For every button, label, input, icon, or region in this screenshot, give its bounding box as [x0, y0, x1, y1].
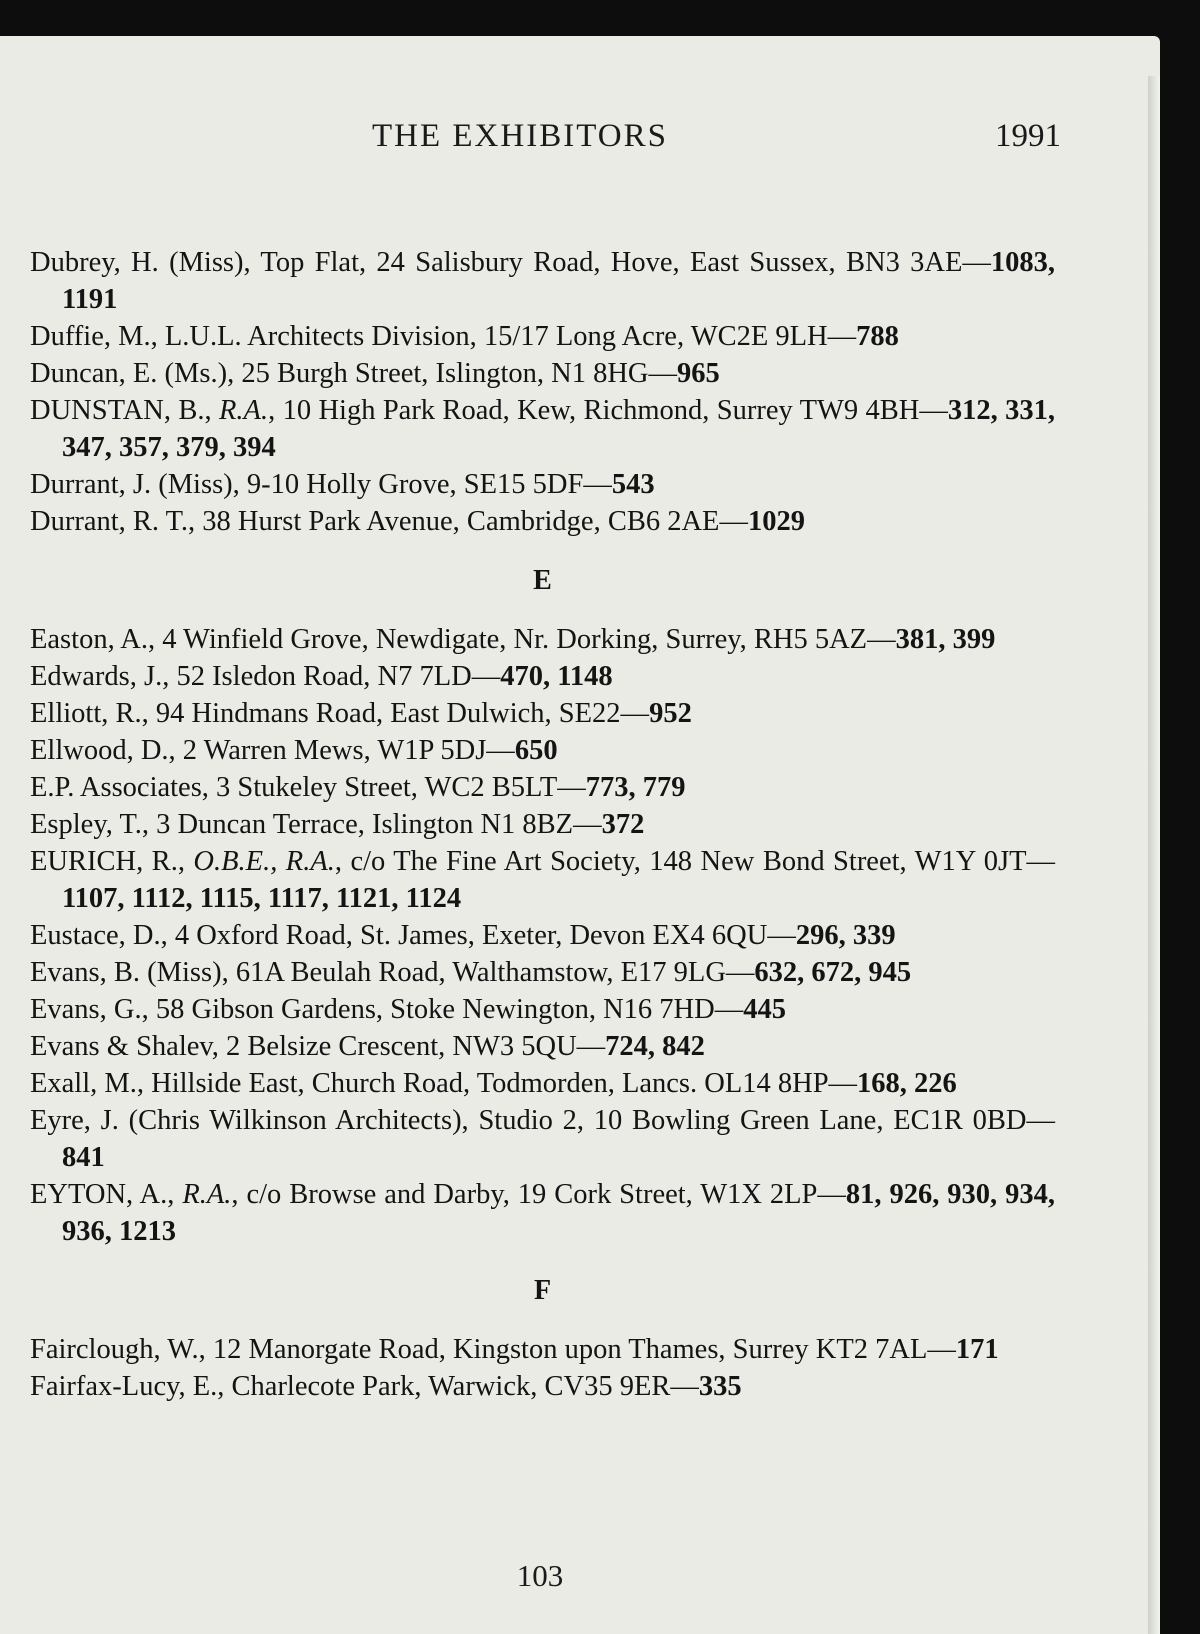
entry-catalogue-numbers: 965	[677, 358, 720, 389]
entry-text: Duffie, M., L.U.L. Architects Division, 15/17 Long Acre, WC2E 9LH—	[30, 321, 857, 352]
entry-text: Ellwood, D., 2 Warren Mews, W1P 5DJ—	[30, 735, 515, 766]
book-page	[0, 36, 1160, 1634]
entry-honours: R.A.	[219, 395, 269, 426]
entry-text: Fairfax-Lucy, E., Charlecote Park, Warwick, CV35 9ER—	[30, 1371, 699, 1402]
exhibitor-entry	[30, 1176, 1055, 1250]
entry-catalogue-numbers: 168, 226	[857, 1068, 957, 1099]
entry-text: Edwards, J., 52 Isledon Road, N7 7LD—	[30, 661, 501, 692]
entry-honours: O.B.E., R.A.	[193, 846, 335, 877]
exhibitor-entry	[30, 355, 1055, 392]
entry-text: EYTON, A.,	[30, 1179, 183, 1210]
exhibitor-entry	[30, 1028, 1055, 1065]
entry-text: Fairclough, W., 12 Manorgate Road, Kingston upon Thames, Surrey KT2 7AL—	[30, 1334, 956, 1365]
entry-catalogue-numbers: 1029	[747, 506, 805, 537]
exhibitor-entry	[30, 503, 1055, 540]
entry-catalogue-numbers: 381, 399	[895, 624, 996, 655]
exhibitor-entry	[30, 843, 1055, 917]
exhibitor-entry	[30, 769, 1055, 806]
exhibitor-entry	[30, 244, 1055, 318]
exhibitor-entry	[30, 991, 1055, 1028]
entry-text: EURICH, R.,	[30, 846, 194, 877]
entry-text: Elliott, R., 94 Hindmans Road, East Dulwich, SE22—	[30, 698, 650, 729]
entry-catalogue-numbers: 81, 926, 930, 934, 936, 1213	[62, 1179, 1055, 1247]
exhibitor-entry	[30, 954, 1055, 991]
entry-catalogue-numbers: 952	[649, 698, 692, 729]
entry-text: Evans, G., 58 Gibson Gardens, Stoke Newington, N16 7HD—	[30, 994, 744, 1025]
entry-text: Evans, B. (Miss), 61A Beulah Road, Walthamstow, E17 9LG—	[30, 957, 755, 988]
exhibitor-entry	[30, 1331, 1055, 1368]
year: 1991	[995, 118, 1061, 154]
section-letter: E	[533, 565, 552, 596]
exhibitor-entry	[30, 466, 1055, 503]
running-title: THE EXHIBITORS	[372, 118, 668, 154]
entry-text: Durrant, R. T., 38 Hurst Park Avenue, Cambridge, CB6 2AE—	[30, 506, 748, 537]
entry-text: Eustace, D., 4 Oxford Road, St. James, Exeter, Devon EX4 6QU—	[30, 920, 796, 951]
entry-address: , 10 High Park Road, Kew, Richmond, Surrey TW9 4BH—	[268, 395, 948, 426]
exhibitor-list	[30, 244, 1055, 1405]
exhibitor-entry	[30, 917, 1055, 954]
entry-text: Durrant, J. (Miss), 9-10 Holly Grove, SE15 5DF—	[30, 469, 612, 500]
entry-catalogue-numbers: 788	[856, 321, 899, 352]
entry-catalogue-numbers: 372	[601, 809, 645, 840]
entry-catalogue-numbers: 1107, 1112, 1115, 1117, 1121, 1124	[62, 883, 462, 914]
entry-catalogue-numbers: 724, 842	[605, 1031, 705, 1062]
entry-text: Espley, T., 3 Duncan Terrace, Islington N1 8BZ—	[30, 809, 602, 840]
exhibitor-entry	[30, 1102, 1055, 1176]
exhibitor-entry	[30, 695, 1055, 732]
entry-text: DUNSTAN, B.,	[30, 395, 220, 426]
exhibitor-entry	[30, 658, 1055, 695]
page-header	[0, 118, 1080, 168]
entry-catalogue-numbers: 543	[611, 469, 655, 500]
entry-honours: R.A.	[182, 1179, 232, 1210]
entry-text: Easton, A., 4 Winfield Grove, Newdigate, Nr. Dorking, Surrey, RH5 5AZ—	[30, 624, 896, 655]
exhibitor-entry	[30, 318, 1055, 355]
entry-catalogue-numbers: 632, 672, 945	[754, 957, 912, 988]
entry-catalogue-numbers: 841	[62, 1142, 105, 1173]
exhibitor-entry	[30, 1065, 1055, 1102]
entry-catalogue-numbers: 296, 339	[795, 920, 896, 951]
exhibitor-entry	[30, 1368, 1055, 1405]
entry-text: Eyre, J. (Chris Wilkinson Architects), Studio 2, 10 Bowling Green Lane, EC1R 0BD—	[30, 1105, 1055, 1136]
exhibitor-entry	[30, 732, 1055, 769]
exhibitor-entry	[30, 392, 1055, 466]
exhibitor-entry	[30, 806, 1055, 843]
section-letter: F	[533, 1275, 552, 1306]
entry-text: Dubrey, H. (Miss), Top Flat, 24 Salisbury Road, Hove, East Sussex, BN3 3AE—	[30, 247, 991, 278]
entry-text: Evans & Shalev, 2 Belsize Crescent, NW3 5QU—	[30, 1031, 606, 1062]
page-number: 103	[516, 1558, 564, 1593]
entry-catalogue-numbers: 335	[698, 1371, 742, 1402]
entry-catalogue-numbers: 1083, 1191	[62, 247, 1055, 315]
entry-catalogue-numbers: 650	[514, 735, 558, 766]
entry-address: , c/o Browse and Darby, 19 Cork Street, W1X 2LP—	[231, 1179, 846, 1210]
entry-catalogue-numbers: 171	[955, 1334, 999, 1365]
entry-address: , c/o The Fine Art Society, 148 New Bond Street, W1Y 0JT—	[334, 846, 1056, 877]
entry-text: Exall, M., Hillside East, Church Road, Todmorden, Lancs. OL14 8HP—	[30, 1068, 858, 1099]
entry-catalogue-numbers: 470, 1148	[500, 661, 613, 692]
page-edge	[1148, 76, 1160, 1634]
entry-catalogue-numbers: 312, 331, 347, 357, 379, 394	[62, 395, 1055, 463]
exhibitor-entry	[30, 621, 1055, 658]
entry-catalogue-numbers: 773, 779	[585, 772, 686, 803]
entry-catalogue-numbers: 445	[743, 994, 786, 1025]
entry-text: Duncan, E. (Ms.), 25 Burgh Street, Islington, N1 8HG—	[30, 358, 677, 389]
entry-text: E.P. Associates, 3 Stukeley Street, WC2 B5LT—	[30, 772, 586, 803]
